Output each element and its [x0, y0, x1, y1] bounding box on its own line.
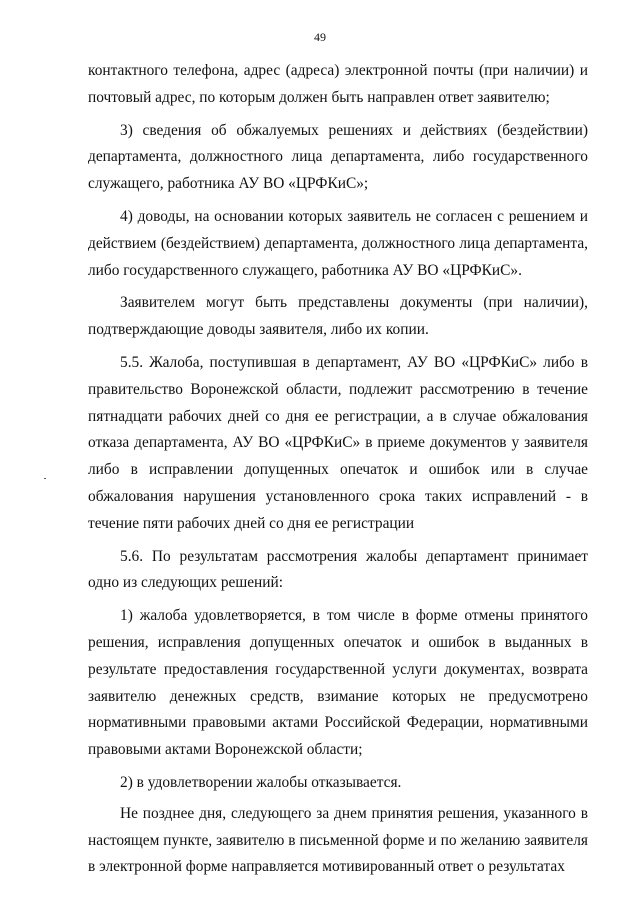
- paragraph-item-4: 4) доводы, на основании которых заявитель не согласен с решением и действием (бездействием) департамента, должностного лица департамента, либо государственного служащего, работника АУ ВО «ЦРФКиС».: [88, 207, 588, 279]
- paragraph-contact-details: контактного телефона, адрес (адреса) электронной почты (при наличии) и почтовый адрес, по которым должен быть направлен ответ заявителю;: [88, 62, 588, 106]
- margin-mark: [44, 478, 46, 479]
- paragraph-decision-2: 2) в удовлетворении жалобы отказывается.: [120, 773, 402, 791]
- paragraph-item-3: 3) сведения об обжалуемых решениях и действиях (бездействии) департамента, должностного лица департамента, либо государственного служащего, работника АУ ВО «ЦРФКиС»;: [88, 121, 588, 193]
- document-body: [88, 58, 588, 887]
- paragraph-response-deadline: Не позднее дня, следующего за днем принятия решения, указанного в настоящем пункте, заявителю в письменной форме и по желанию заявителя в электронной форме направляется мотивированный ответ о результатах: [88, 804, 588, 876]
- paragraph-decision-1: 1) жалоба удовлетворяется, в том числе в форме отмены принятого решения, исправления допущенных опечаток и ошибок в выданных в результате предоставления государственной услуги документах, возврата заявителю денежных средств, взимание которых не предусмотрено нормативными правовыми актами Российской Федерации, нормативными правовыми актами Воронежской области;: [88, 607, 588, 759]
- paragraph-supporting-documents: Заявителем могут быть представлены документы (при наличии), подтверждающие доводы заявителя, либо их копии.: [88, 294, 588, 339]
- paragraph-5-6: 5.6. По результатам рассмотрения жалобы департамент принимает одно из следующих решений:: [88, 547, 588, 592]
- paragraph-5-5: 5.5. Жалоба, поступившая в департамент, АУ ВО «ЦРФКиС» либо в правительство Воронежской области, подлежит рассмотрению в течение пятнадцати рабочих дней со дня ее регистрации, а в случае обжалования отказа департамента, АУ ВО «ЦРФКиС» в приеме документов у заявителя либо в исправлении допущенных опечаток и ошибок или в случае обжалования нарушения установленного срока таких исправлений - в течение пяти рабочих дней со дня ее регистрации: [88, 353, 588, 532]
- page-number: 49: [314, 30, 326, 44]
